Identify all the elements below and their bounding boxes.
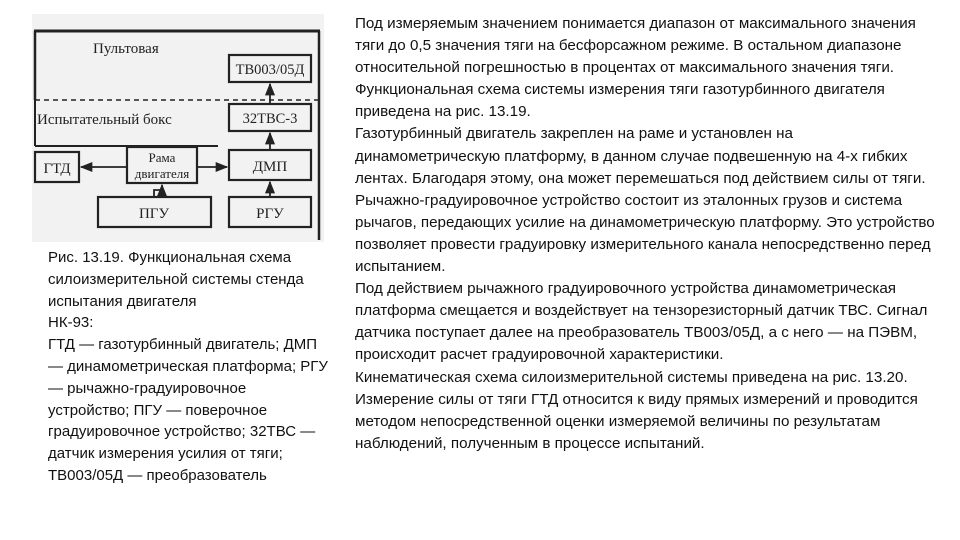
block-dmp: [229, 150, 311, 180]
paragraph: Газотурбинный двигатель закреплен на раме и установлен на динамометрическую платформу, в данном случае подвешенную на 4-х гибких лентах. Благодаря этому, она может перемешаться под действием силы от тяги. Рычажно-градуировочное устройство состоит из эталонных грузов и система рычагов, передающих усилие на динамометрическую платформу. Это устройство позволяет провести градуировку измерительного канала непосредственно перед испытанием.: [355, 125, 935, 276]
paragraph: Под измеряемым значением понимается диапазон от максимального значения тяги до 0,5 значения тяги на бесфорсажном режиме. В остальном диапазоне относительной погрешностью в процентах от максимального значения тяги. Функциональная схема системы измерения тяги газотурбинного двигателя приведена на рис. 13.19.: [355, 15, 916, 121]
block-32tvs: [229, 104, 311, 131]
paragraph: Кинематическая схема силоизмерительной системы приведена на рис. 13.20. Измерение силы от тяги ГТД относится к виду прямых измерений и проводится методом непосредственной оценки измеряемой величины по результатам наблюдений, полученным в процессе испытаний.: [355, 368, 918, 452]
block-gtd: [35, 152, 79, 182]
functional-diagram: [32, 14, 324, 242]
block-rgu: [229, 197, 311, 227]
caption-model: НК-93:: [48, 314, 94, 332]
block-gtd-label: ГТД: [43, 161, 71, 177]
test-box-zone: [35, 100, 218, 146]
paragraph: Под действием рычажного градуировочного устройства динамометрическая платформа смещается и воздействует на тензорезисторный датчик ТВС. Сигнал датчика поступает далее на преобразователь ТВ003/05Д, а с него — на ПЭВМ, происходит расчет градуировочной характеристики.: [355, 280, 928, 364]
block-pgu: [98, 197, 211, 227]
block-tv003: [229, 55, 311, 82]
block-tv003-label: ТВ003/05Д: [235, 62, 305, 78]
block-rgu-label: РГУ: [256, 206, 284, 222]
body-text: [355, 13, 935, 455]
zone-test-box-label: Испытательный бокс: [37, 112, 172, 128]
block-frame-label-2: двигателя: [134, 166, 190, 181]
caption-title: Рис. 13.19. Функциональная схема силоизмерительной системы стенда испытания двигателя: [48, 249, 304, 310]
caption-legend: ГТД — газотурбинный двигатель; ДМП — динамометрическая платформа; РГУ — рычажно-градуировочное устройство; ПГУ — поверочное градуировочное устройство; 32ТВС — датчик измерения усилия от тяги; ТВ003/05Д — преобразователь: [48, 336, 328, 484]
block-32tvs-label: 32ТВС-3: [242, 111, 298, 127]
arrow-pgu-to-frame: [154, 185, 162, 197]
block-pgu-label: ПГУ: [138, 206, 170, 222]
block-frame-label-1: Рама: [148, 150, 176, 165]
figure-caption: [48, 247, 330, 540]
functional-diagram-svg: [32, 14, 324, 242]
zone-console-label: Пультовая: [93, 41, 159, 57]
block-dmp-label: ДМП: [252, 159, 288, 175]
block-engine-frame: [127, 147, 197, 183]
